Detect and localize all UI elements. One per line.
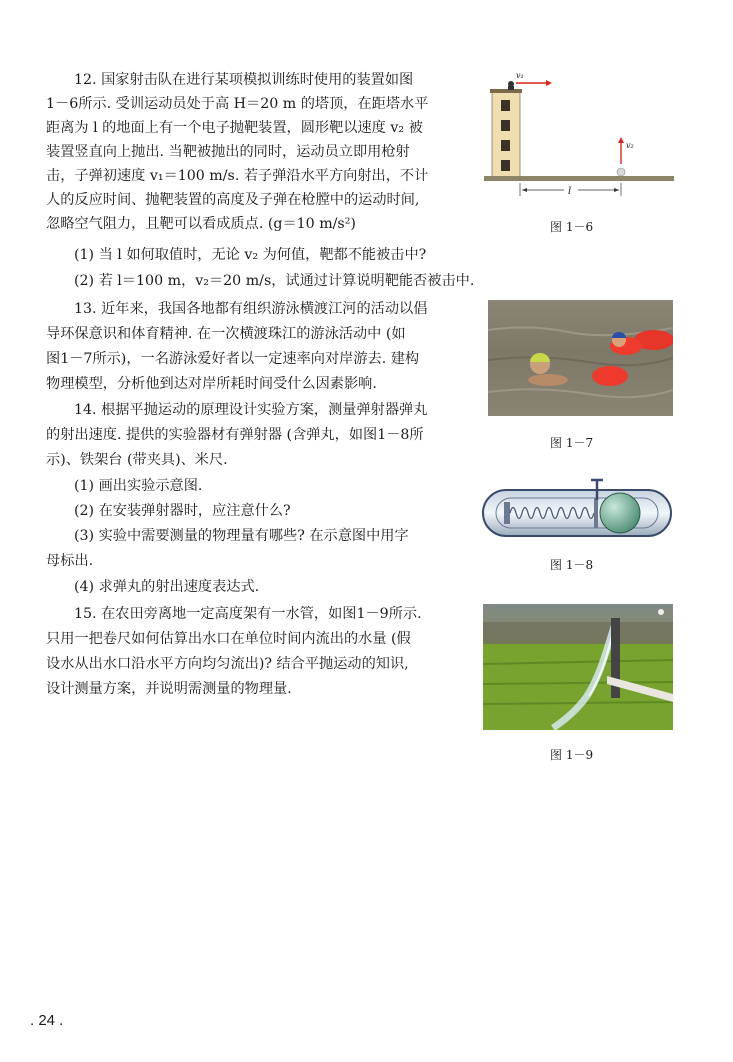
figure-1-7-swimmer-photo — [488, 300, 673, 416]
page-number: . 24 . — [30, 1012, 64, 1029]
v1-label: v₁ — [516, 71, 524, 80]
text-line: 15. 在农田旁离地一定高度架有一水管，如图1－9所示. — [74, 606, 422, 622]
text-line: 母标出. — [46, 553, 94, 569]
tower-window — [501, 120, 510, 131]
village-background — [483, 622, 673, 644]
text-line: (3) 实验中需要测量的物理量有哪些? 在示意图中用字 — [74, 528, 409, 544]
text-line: 示)、铁架台 (带夹具)、米尺. — [46, 452, 228, 468]
figure-1-8-launcher — [480, 476, 675, 546]
figure-1-9-water-pipe-photo — [483, 604, 673, 730]
figure-caption: 图 1－6 — [550, 220, 594, 234]
text-line: 距离为 l 的地面上有一个电子抛靶装置，圆形靶以速度 v₂ 被 — [46, 120, 423, 136]
text-line: 物理模型，分析他到达对岸所耗时间受什么因素影响. — [46, 376, 377, 392]
text-line: 击，子弹初速度 v₁＝100 m/s. 若子弹沿水平方向射出，不计 — [46, 168, 429, 184]
text-line: 的射出速度. 提供的实验器材有弹射器 (含弹丸，如图1－8所 — [46, 427, 424, 443]
arrow-head-icon — [618, 137, 624, 143]
text-line: 设计测量方案，并说明需测量的物理量. — [46, 681, 292, 697]
text-line: (1) 画出实验示意图. — [74, 478, 203, 494]
spring-stop — [504, 502, 510, 524]
ground — [484, 176, 674, 181]
text-line: 14. 根据平抛运动的原理设计实验方案，测量弹射器弹丸 — [74, 402, 428, 418]
l-label: l — [568, 186, 572, 197]
figure-caption: 图 1－9 — [550, 748, 594, 762]
text-line: 图1－7所示)，一名游泳爱好者以一定速率向对岸游去. 建构 — [46, 351, 420, 367]
pellet-ball — [600, 493, 640, 533]
text-line: (1) 当 l 如何取值时，无论 v₂ 为何值，靶都不能被击中? — [74, 247, 427, 263]
buoy — [592, 366, 628, 386]
text-line: 人的反应时间、抛靶装置的高度及子弹在枪膛中的运动时间, — [46, 192, 420, 208]
tower-target-diagram — [484, 68, 674, 200]
text-line: 1－6所示. 受训运动员处于高 H＝20 m 的塔顶，在距塔水平 — [46, 96, 429, 112]
v2-label: v₂ — [626, 141, 634, 150]
tower-roof — [490, 89, 522, 93]
tower-window — [501, 160, 510, 171]
text-line: 忽略空气阻力，且靶可以看成质点. (g＝10 m/s²) — [46, 216, 356, 232]
text-line: 只用一把卷尺如何估算出水口在单位时间内流出的水量 (假 — [46, 631, 411, 647]
text-line: 装置竖直向上抛出. 当靶被抛出的同时，运动员立即用枪射 — [46, 144, 410, 160]
figure-caption: 图 1－8 — [550, 558, 594, 572]
text-line: (4) 求弹丸的射出速度表达式. — [74, 579, 260, 595]
tower-window — [501, 100, 510, 111]
text-line: 12. 国家射击队在进行某项模拟训练时使用的装置如图 — [74, 72, 414, 88]
figure-1-6 — [484, 68, 674, 200]
figure-caption: 图 1－7 — [550, 436, 594, 450]
text-line: (2) 若 l＝100 m，v₂＝20 m/s，试通过计算说明靶能否被击中. — [74, 273, 475, 289]
text-line: 设水从出水口沿水平方向均匀流出)? 结合平抛运动的知识, — [46, 656, 409, 672]
launcher-tube — [483, 490, 671, 536]
tower-window — [501, 140, 510, 151]
arrow-head-icon — [546, 80, 552, 86]
text-line: 导环保意识和体育精神. 在一次横渡珠江的游泳活动中 (如 — [46, 326, 406, 342]
target-launcher — [617, 168, 625, 176]
text-line: (2) 在安装弹射器时，应注意什么? — [74, 503, 291, 519]
text-line: 13. 近年来，我国各地都有组织游泳横渡江河的活动以倡 — [74, 301, 428, 317]
